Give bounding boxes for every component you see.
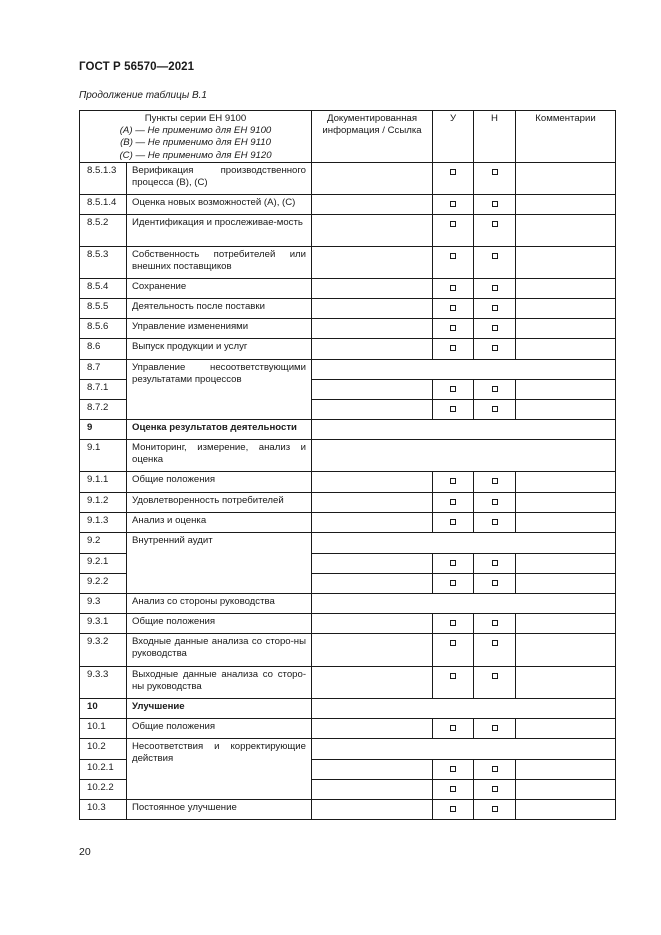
- row-code: 9.2.2: [80, 573, 127, 593]
- row-title: Выпуск продукции и услуг: [127, 338, 312, 359]
- table-row: [80, 246, 616, 278]
- row-code: 10.2.2: [80, 779, 127, 799]
- no-cell: [474, 779, 516, 799]
- no-checkbox[interactable]: [492, 580, 498, 586]
- table-row: [80, 738, 616, 759]
- doc-info-cell[interactable]: [312, 246, 433, 278]
- page-number: 20: [79, 846, 91, 858]
- no-checkbox[interactable]: [492, 519, 498, 525]
- row-title: Несоответствия и корректирующие действия: [127, 738, 312, 799]
- row-code: 9.1: [80, 439, 127, 471]
- doc-info-cell[interactable]: [312, 666, 433, 698]
- yes-cell: [433, 799, 474, 819]
- doc-info-cell[interactable]: [312, 194, 433, 214]
- comments-cell[interactable]: [516, 718, 616, 738]
- yes-cell: [433, 553, 474, 573]
- no-cell: [474, 492, 516, 512]
- yes-checkbox[interactable]: [450, 560, 456, 566]
- yes-checkbox[interactable]: [450, 620, 456, 626]
- row-code: 8.6: [80, 338, 127, 359]
- header-no: Н: [474, 111, 516, 163]
- no-checkbox[interactable]: [492, 478, 498, 484]
- row-title: Управление изменениями: [127, 318, 312, 338]
- yes-checkbox[interactable]: [450, 169, 456, 175]
- yes-cell: [433, 379, 474, 399]
- section-span-cell: [312, 439, 616, 471]
- no-cell: [474, 399, 516, 419]
- table-row: [80, 214, 616, 246]
- yes-checkbox[interactable]: [450, 478, 456, 484]
- doc-info-cell[interactable]: [312, 318, 433, 338]
- yes-cell: [433, 759, 474, 779]
- yes-cell: [433, 512, 474, 532]
- doc-info-cell[interactable]: [312, 278, 433, 298]
- table-row: [80, 698, 616, 718]
- yes-checkbox[interactable]: [450, 345, 456, 351]
- comments-cell[interactable]: [516, 298, 616, 318]
- yes-checkbox[interactable]: [450, 673, 456, 679]
- comments-cell[interactable]: [516, 613, 616, 633]
- comments-cell[interactable]: [516, 162, 616, 194]
- row-title: Общие положения: [127, 613, 312, 633]
- doc-info-cell[interactable]: [312, 759, 433, 779]
- no-checkbox[interactable]: [492, 221, 498, 227]
- doc-info-cell[interactable]: [312, 399, 433, 419]
- doc-info-cell[interactable]: [312, 553, 433, 573]
- row-code: 8.7.2: [80, 399, 127, 419]
- no-cell: [474, 162, 516, 194]
- no-checkbox[interactable]: [492, 673, 498, 679]
- doc-info-cell[interactable]: [312, 298, 433, 318]
- doc-info-cell[interactable]: [312, 471, 433, 492]
- yes-cell: [433, 194, 474, 214]
- comments-cell[interactable]: [516, 779, 616, 799]
- no-cell: [474, 759, 516, 779]
- table-row: [80, 633, 616, 666]
- no-cell: [474, 318, 516, 338]
- no-checkbox[interactable]: [492, 620, 498, 626]
- no-checkbox[interactable]: [492, 406, 498, 412]
- yes-cell: [433, 779, 474, 799]
- yes-checkbox[interactable]: [450, 285, 456, 291]
- section-span-cell: [312, 698, 616, 718]
- comments-cell[interactable]: [516, 799, 616, 819]
- no-checkbox[interactable]: [492, 169, 498, 175]
- yes-checkbox[interactable]: [450, 766, 456, 772]
- no-checkbox[interactable]: [492, 725, 498, 731]
- table-row: [80, 298, 616, 318]
- compliance-table: [79, 110, 616, 820]
- row-code: 9.2.1: [80, 553, 127, 573]
- no-checkbox[interactable]: [492, 640, 498, 646]
- no-checkbox[interactable]: [492, 786, 498, 792]
- section-span-cell: [312, 532, 616, 553]
- row-code: 9.2: [80, 532, 127, 553]
- table-row: [80, 512, 616, 532]
- no-checkbox[interactable]: [492, 766, 498, 772]
- doc-info-cell[interactable]: [312, 573, 433, 593]
- yes-cell: [433, 278, 474, 298]
- header-note-a: (А) — Не применимо для ЕН 9100: [119, 125, 272, 137]
- table-row: [80, 359, 616, 379]
- no-cell: [474, 718, 516, 738]
- table-row: [80, 338, 616, 359]
- comments-cell[interactable]: [516, 379, 616, 399]
- table-row: [80, 718, 616, 738]
- yes-cell: [433, 471, 474, 492]
- yes-checkbox[interactable]: [450, 806, 456, 812]
- yes-checkbox[interactable]: [450, 640, 456, 646]
- no-cell: [474, 613, 516, 633]
- doc-info-cell[interactable]: [312, 214, 433, 246]
- header-comments: Комментарии: [516, 111, 616, 163]
- comments-cell[interactable]: [516, 512, 616, 532]
- row-title: Входные данные анализа со сторо-ны руководства: [127, 633, 312, 666]
- no-cell: [474, 278, 516, 298]
- table-header-row: [80, 111, 616, 163]
- doc-info-cell[interactable]: [312, 633, 433, 666]
- section-span-cell: [312, 593, 616, 613]
- section-span-cell: [312, 419, 616, 439]
- no-cell: [474, 194, 516, 214]
- doc-info-cell[interactable]: [312, 492, 433, 512]
- comments-cell[interactable]: [516, 759, 616, 779]
- table-row: [80, 318, 616, 338]
- doc-info-cell[interactable]: [312, 718, 433, 738]
- comments-cell[interactable]: [516, 318, 616, 338]
- row-code: 8.5.4: [80, 278, 127, 298]
- yes-checkbox[interactable]: [450, 325, 456, 331]
- header-items: [80, 111, 312, 163]
- doc-info-cell[interactable]: [312, 613, 433, 633]
- table-row: [80, 278, 616, 298]
- row-code: 10.3: [80, 799, 127, 819]
- no-cell: [474, 298, 516, 318]
- row-title: Выходные данные анализа со сторо-ны руководства: [127, 666, 312, 698]
- yes-checkbox[interactable]: [450, 253, 456, 259]
- row-code: 10.2: [80, 738, 127, 759]
- table-row: [80, 439, 616, 471]
- no-cell: [474, 799, 516, 819]
- table-row: [80, 419, 616, 439]
- no-cell: [474, 512, 516, 532]
- no-cell: [474, 573, 516, 593]
- row-code: 8.5.5: [80, 298, 127, 318]
- header-items-title: Пункты серии ЕН 9100: [144, 113, 247, 124]
- doc-info-cell[interactable]: [312, 799, 433, 819]
- yes-checkbox[interactable]: [450, 725, 456, 731]
- no-checkbox[interactable]: [492, 305, 498, 311]
- row-title: Удовлетворенность потребителей: [127, 492, 312, 512]
- no-checkbox[interactable]: [492, 201, 498, 207]
- section-span-cell: [312, 738, 616, 759]
- yes-checkbox[interactable]: [450, 201, 456, 207]
- yes-cell: [433, 318, 474, 338]
- standard-code: ГОСТ Р 56570—2021: [79, 61, 195, 73]
- yes-cell: [433, 162, 474, 194]
- table-row: [80, 593, 616, 613]
- row-code: 10: [80, 698, 127, 718]
- comments-cell[interactable]: [516, 399, 616, 419]
- no-checkbox[interactable]: [492, 806, 498, 812]
- no-checkbox[interactable]: [492, 386, 498, 392]
- table-row: [80, 613, 616, 633]
- row-title: Оценка результатов деятельности: [127, 419, 312, 439]
- header-doc-info: Документированная информация / Ссылка: [312, 111, 433, 163]
- row-code: 8.5.2: [80, 214, 127, 246]
- yes-checkbox[interactable]: [450, 386, 456, 392]
- row-title: Общие положения: [127, 471, 312, 492]
- no-checkbox[interactable]: [492, 253, 498, 259]
- yes-cell: [433, 718, 474, 738]
- yes-checkbox[interactable]: [450, 580, 456, 586]
- header-yes: У: [433, 111, 474, 163]
- table-row: [80, 471, 616, 492]
- yes-checkbox[interactable]: [450, 406, 456, 412]
- row-title: Мониторинг, измерение, анализ и оценка: [127, 439, 312, 471]
- yes-checkbox[interactable]: [450, 499, 456, 505]
- no-cell: [474, 338, 516, 359]
- no-cell: [474, 379, 516, 399]
- row-title: Оценка новых возможностей (А), (С): [127, 194, 312, 214]
- yes-checkbox[interactable]: [450, 305, 456, 311]
- row-code: 10.1: [80, 718, 127, 738]
- no-checkbox[interactable]: [492, 285, 498, 291]
- no-cell: [474, 633, 516, 666]
- yes-cell: [433, 214, 474, 246]
- no-cell: [474, 214, 516, 246]
- yes-cell: [433, 246, 474, 278]
- comments-cell[interactable]: [516, 338, 616, 359]
- yes-cell: [433, 298, 474, 318]
- row-code: 8.5.6: [80, 318, 127, 338]
- row-title: Деятельность после поставки: [127, 298, 312, 318]
- yes-cell: [433, 492, 474, 512]
- doc-info-cell[interactable]: [312, 338, 433, 359]
- table-row: [80, 162, 616, 194]
- no-checkbox[interactable]: [492, 499, 498, 505]
- row-code: 9.1.3: [80, 512, 127, 532]
- row-title: Улучшение: [127, 698, 312, 718]
- no-checkbox[interactable]: [492, 560, 498, 566]
- row-code: 9.3: [80, 593, 127, 613]
- yes-cell: [433, 338, 474, 359]
- yes-cell: [433, 573, 474, 593]
- comments-cell[interactable]: [516, 492, 616, 512]
- yes-cell: [433, 666, 474, 698]
- section-span-cell: [312, 359, 616, 379]
- comments-cell[interactable]: [516, 573, 616, 593]
- header-note-c: (С) — Не применимо для ЕН 9120: [119, 149, 272, 161]
- row-title: Постоянное улучшение: [127, 799, 312, 819]
- table-row: [80, 799, 616, 819]
- no-cell: [474, 666, 516, 698]
- yes-cell: [433, 399, 474, 419]
- doc-info-cell[interactable]: [312, 379, 433, 399]
- comments-cell[interactable]: [516, 214, 616, 246]
- row-title: Общие положения: [127, 718, 312, 738]
- yes-cell: [433, 613, 474, 633]
- no-cell: [474, 471, 516, 492]
- row-title: Анализ и оценка: [127, 512, 312, 532]
- comments-cell[interactable]: [516, 633, 616, 666]
- comments-cell[interactable]: [516, 553, 616, 573]
- row-title: Сохранение: [127, 278, 312, 298]
- row-code: 9.3.3: [80, 666, 127, 698]
- comments-cell[interactable]: [516, 246, 616, 278]
- row-title: Внутренний аудит: [127, 532, 312, 593]
- row-code: 9: [80, 419, 127, 439]
- row-code: 9.3.2: [80, 633, 127, 666]
- row-code: 9.1.2: [80, 492, 127, 512]
- row-title: Идентификация и прослеживае-мость: [127, 214, 312, 246]
- row-code: 8.5.3: [80, 246, 127, 278]
- row-title: Анализ со стороны руководства: [127, 593, 312, 613]
- row-code: 9.1.1: [80, 471, 127, 492]
- row-code: 8.7: [80, 359, 127, 379]
- row-code: 10.2.1: [80, 759, 127, 779]
- yes-checkbox[interactable]: [450, 221, 456, 227]
- header-note-b: (В) — Не применимо для ЕН 9110: [120, 137, 271, 149]
- comments-cell[interactable]: [516, 278, 616, 298]
- comments-cell[interactable]: [516, 471, 616, 492]
- yes-checkbox[interactable]: [450, 519, 456, 525]
- row-code: 8.5.1.3: [80, 162, 127, 194]
- row-code: 8.5.1.4: [80, 194, 127, 214]
- row-title: Собственность потребителей или внешних поставщиков: [127, 246, 312, 278]
- comments-cell[interactable]: [516, 194, 616, 214]
- row-title: Верификация производственного процесса (В), (С): [127, 162, 312, 194]
- yes-checkbox[interactable]: [450, 786, 456, 792]
- doc-info-cell[interactable]: [312, 162, 433, 194]
- row-code: 8.7.1: [80, 379, 127, 399]
- no-checkbox[interactable]: [492, 345, 498, 351]
- row-title: Управление несоответствующими результатами процессов: [127, 359, 312, 419]
- table-row: [80, 532, 616, 553]
- comments-cell[interactable]: [516, 666, 616, 698]
- no-cell: [474, 246, 516, 278]
- table-row: [80, 492, 616, 512]
- yes-cell: [433, 633, 474, 666]
- no-checkbox[interactable]: [492, 325, 498, 331]
- table-row: [80, 666, 616, 698]
- doc-info-cell[interactable]: [312, 512, 433, 532]
- no-cell: [474, 553, 516, 573]
- table-row: [80, 194, 616, 214]
- doc-info-cell[interactable]: [312, 779, 433, 799]
- row-code: 9.3.1: [80, 613, 127, 633]
- table-caption: Продолжение таблицы В.1: [79, 90, 207, 101]
